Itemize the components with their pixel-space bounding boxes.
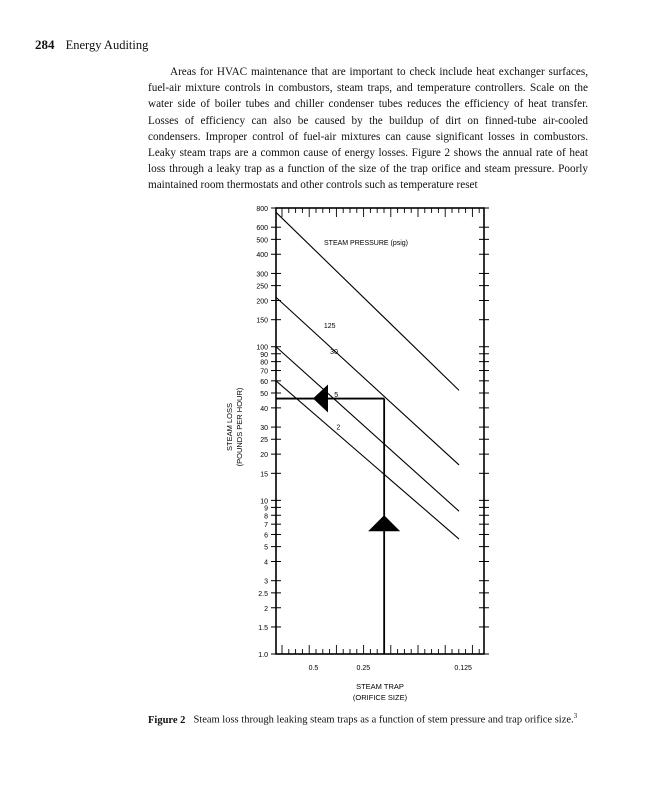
y-tick-label: 150 <box>256 317 268 325</box>
series-label-2: 2 <box>336 424 341 432</box>
y-tick-label: 1.0 <box>258 652 268 659</box>
y-tick-label: 25 <box>260 437 268 445</box>
series-line-30 <box>276 297 459 465</box>
y-tick-label: 600 <box>256 225 268 233</box>
y-tick-label: 3 <box>264 578 268 586</box>
y-tick-label: 2.5 <box>258 590 268 598</box>
series-label-30: 30 <box>330 348 338 356</box>
y-tick-label: 8 <box>264 513 268 521</box>
legend-title: STEAM PRESSURE (psig) <box>324 240 409 247</box>
y-tick-label: 500 <box>256 237 268 245</box>
y-tick-label: 100 <box>256 344 268 352</box>
plot-frame <box>276 208 484 654</box>
y-tick-label: 200 <box>256 298 268 306</box>
y-tick-label: 6 <box>264 532 268 540</box>
y-tick-label: 90 <box>260 351 268 359</box>
y-tick-label: 300 <box>256 271 268 279</box>
running-title: Energy Auditing <box>65 38 149 52</box>
y-tick-label: 60 <box>260 378 268 386</box>
y-tick-label: 70 <box>260 368 268 376</box>
paragraph-text: Areas for HVAC maintenance that are important to check include heat exchanger surfaces, fuel-air mixture controls in combustors, steam traps, and temperature controllers. Scale on the water side of boiler tubes and chiller condenser tubes reduces the efficiency of heat transfer. Losses of efficiency can also be caused by the buildup of dirt on finned-tube air-cooled condensers. Improper control of fuel-air mixtures can cause significant losses in combustors. Leaky steam traps are a common cause of energy losses. Figure 2 shows the annual rate of heat loss through a leaky trap as a function of the size of the trap orifice and steam pressure. Poorly maintained room thermostats and other controls such as temperature reset <box>148 66 588 192</box>
series-line-5 <box>276 347 459 511</box>
series-label-5: 5 <box>334 392 339 400</box>
y-axis-title: STEAM LOSS <box>225 403 234 451</box>
x-tick-label: 0.5 <box>308 665 319 672</box>
y-tick-label: 1.5 <box>258 624 268 632</box>
caption-label: Figure 2 <box>148 714 186 726</box>
figure-caption <box>148 712 608 726</box>
x-axis-subtitle: (ORIFICE SIZE) <box>352 693 408 702</box>
series-label-125: 125 <box>323 323 336 331</box>
y-tick-label: 5 <box>264 544 268 552</box>
y-axis-subtitle: (POUNDS PER HOUR) <box>235 387 244 467</box>
y-tick-label: 80 <box>260 359 268 367</box>
y-tick-label: 4 <box>264 559 268 567</box>
y-tick-label: 15 <box>260 471 268 479</box>
caption-text: Steam loss through leaking steam traps as a function of stem pressure and trap orifice size. <box>193 714 574 726</box>
y-tick-label: 800 <box>256 206 268 213</box>
y-tick-label: 40 <box>260 405 268 413</box>
y-tick-label: 10 <box>260 498 268 506</box>
y-tick-label: 2 <box>264 605 268 613</box>
y-tick-label: 250 <box>256 283 268 291</box>
x-axis-title: STEAM TRAP <box>356 682 404 691</box>
page-number: 284 <box>35 37 55 52</box>
y-tick-label: 400 <box>256 252 268 260</box>
y-tick-label: 7 <box>264 522 268 530</box>
series-line-2 <box>276 381 459 539</box>
left-arrow-icon <box>313 385 328 413</box>
y-tick-label: 50 <box>260 390 268 398</box>
up-arrow-icon <box>368 515 400 531</box>
y-tick-label: 20 <box>260 452 268 460</box>
caption-reference: 3 <box>573 712 578 720</box>
y-tick-label: 30 <box>260 425 268 433</box>
x-tick-label: 0.125 <box>454 665 472 672</box>
x-tick-label: 0.25 <box>356 665 371 672</box>
y-tick-label: 9 <box>264 505 268 513</box>
